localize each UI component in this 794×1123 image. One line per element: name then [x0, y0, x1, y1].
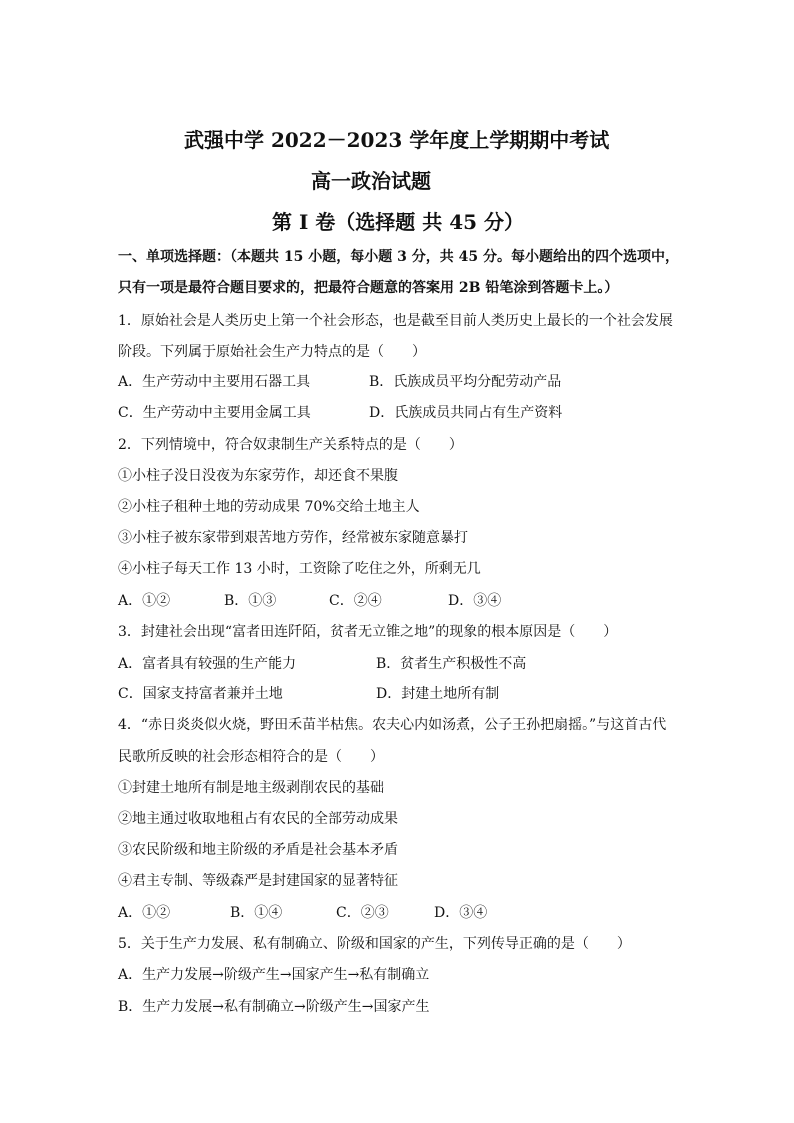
- q4-option-a: A．①②: [118, 905, 171, 921]
- q2-item-3: ③小柱子被东家带到艰苦地方劳作，经常被东家随意暴打: [118, 530, 468, 546]
- q5-stem: 5．关于生产力发展、私有制确立、阶级和国家的产生，下列传导正确的是（ ）: [118, 936, 631, 952]
- q3-option-d: D．封建土地所有制: [376, 686, 500, 702]
- q4-option-b: B．①④: [230, 905, 283, 921]
- q3-option-b: B．贫者生产积极性不高: [376, 656, 527, 672]
- q2-item-1: ①小柱子没日没夜为东家劳作，却还食不果腹: [118, 468, 398, 484]
- q3-stem: 3．封建社会出现“富者田连阡陌，贫者无立锥之地”的现象的根本原因是（ ）: [118, 624, 618, 640]
- q4-item-3: ③农民阶级和地主阶级的矛盾是社会基本矛盾: [118, 842, 398, 858]
- q4-item-1: ①封建土地所有制是地主级剥削农民的基础: [118, 780, 384, 796]
- q5-option-b: B．生产力发展→私有制确立→阶级产生→国家产生: [118, 999, 430, 1015]
- q1-option-b: B．氏族成员平均分配劳动产品: [369, 374, 562, 390]
- section-instruction-line2: 只有一项是最符合题目要求的，把最符合题意的答案用 2B 铅笔涂到答题卡上。）: [118, 280, 619, 296]
- q2-stem: 2．下列情境中，符合奴隶制生产关系特点的是（ ）: [118, 437, 463, 453]
- q1-option-a: A．生产劳动中主要用石器工具: [118, 374, 311, 390]
- q4-stem-line1: 4．“赤日炎炎似火烧，野田禾苗半枯焦。农夫心内如汤煮，公子王孙把扇摇。”与这首古代: [118, 717, 667, 733]
- q2-item-2: ②小柱子租种土地的劳动成果 70%交给土地主人: [118, 499, 420, 515]
- school-exam-title: 武强中学 2022－2023 学年度上学期期中考试: [184, 128, 610, 152]
- q2-option-a: A．①②: [118, 593, 171, 609]
- q3-option-c: C．国家支持富者兼并土地: [118, 686, 283, 702]
- q4-item-4: ④君主专制、等级森严是封建国家的显著特征: [118, 873, 398, 889]
- q1-stem-line1: 1．原始社会是人类历史上第一个社会形态，也是截至目前人类历史上最长的一个社会发展: [118, 313, 673, 329]
- q2-option-b: B．①③: [224, 593, 277, 609]
- q5-option-a: A．生产力发展→阶级产生→国家产生→私有制确立: [118, 967, 430, 983]
- q2-option-c: C．②④: [329, 593, 382, 609]
- section-instruction-line1: 一、单项选择题：（本题共 15 小题，每小题 3 分，共 45 分。每小题给出的四个选项中，: [118, 249, 679, 265]
- q1-option-d: D．氏族成员共同占有生产资料: [369, 405, 563, 421]
- q2-item-4: ④小柱子每天工作 13 小时，工资除了吃住之外，所剩无几: [118, 561, 481, 577]
- q4-option-d: D．③④: [434, 905, 488, 921]
- subject-title: 高一政治试题: [311, 169, 431, 193]
- q4-stem-line2: 民歌所反映的社会形态相符合的是（ ）: [118, 749, 384, 765]
- q1-option-c: C．生产劳动中主要用金属工具: [118, 405, 311, 421]
- q4-item-2: ②地主通过收取地租占有农民的全部劳动成果: [118, 811, 398, 827]
- q3-option-a: A．富者具有较强的生产能力: [118, 656, 297, 672]
- volume-title: 第 I 卷（选择题 共 45 分）: [272, 210, 525, 234]
- q2-option-d: D．③④: [448, 593, 502, 609]
- q4-option-c: C．②③: [336, 905, 389, 921]
- q1-stem-line2: 阶段。下列属于原始社会生产力特点的是（ ）: [118, 344, 426, 360]
